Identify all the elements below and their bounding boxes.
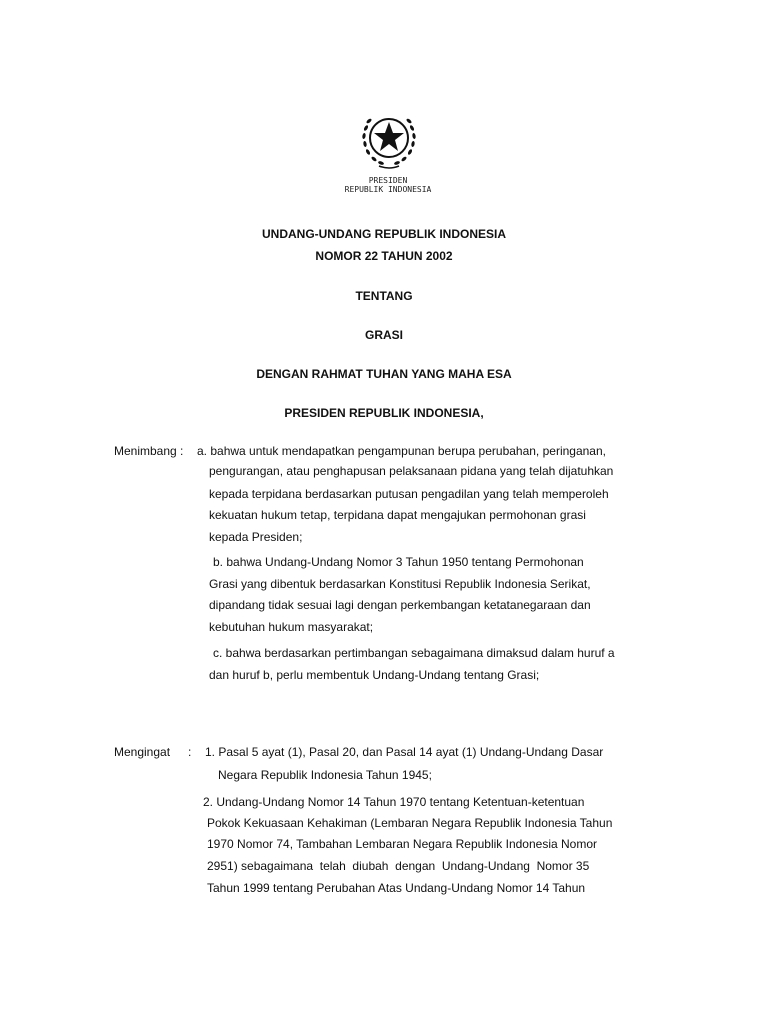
subject-heading: GRASI [364, 328, 403, 342]
mengingat-colon: : [188, 745, 192, 759]
mengingat-item2-line: Pokok Kekuasaan Kehakiman (Lembaran Negara Republik Indonesia Tahun [207, 816, 613, 830]
menimbang-b-line: dipandang tidak sesuai lagi dengan perkembangan ketatanegaraan dan [209, 598, 591, 612]
mengingat-item2-line: 1970 Nomor 74, Tambahan Lembaran Negara Republik Indonesia Nomor [207, 837, 598, 851]
mengingat-item1-line: Negara Republik Indonesia Tahun 1945; [218, 768, 432, 782]
law-number: NOMOR 22 TAHUN 2002 [315, 249, 453, 263]
menimbang-b-line: Grasi yang dibentuk berdasarkan Konstitusi Republik Indonesia Serikat, [209, 577, 591, 591]
menimbang-a-line: kepada Presiden; [209, 530, 303, 544]
blessing-heading: DENGAN RAHMAT TUHAN YANG MAHA ESA [256, 367, 512, 381]
mengingat-item1-line: 1. Pasal 5 ayat (1), Pasal 20, dan Pasal 14 ayat (1) Undang-Undang Dasar [205, 745, 604, 759]
mengingat-item2-line: 2951) sebagaimana telah diubah dengan Undang-Undang Nomor 35 [207, 859, 590, 873]
menimbang-label: Menimbang : [114, 444, 184, 458]
menimbang-a-line: pengurangan, atau penghapusan pelaksanaan pidana yang telah dijatuhkan [209, 464, 614, 478]
mengingat-item2-line: 2. Undang-Undang Nomor 14 Tahun 1970 tentang Ketentuan-ketentuan [203, 795, 585, 809]
menimbang-c-line: c. bahwa berdasarkan pertimbangan sebagaimana dimaksud dalam huruf a [213, 646, 615, 660]
about-heading: TENTANG [355, 289, 413, 303]
menimbang-b-line: b. bahwa Undang-Undang Nomor 3 Tahun 1950 tentang Permohonan [213, 555, 584, 569]
garuda-emblem-icon [357, 106, 421, 172]
law-title: UNDANG-UNDANG REPUBLIK INDONESIA [261, 227, 506, 241]
emblem-caption [326, 176, 450, 194]
menimbang-a-line: kekuatan hukum tetap, terpidana dapat mengajukan permohonan grasi [209, 508, 586, 522]
mengingat-item2-line: Tahun 1999 tentang Perubahan Atas Undang-Undang Nomor 14 Tahun [207, 881, 586, 895]
menimbang-a-line: a. bahwa untuk mendapatkan pengampunan berupa perubahan, peringanan, [197, 444, 606, 458]
menimbang-c-line: dan huruf b, perlu membentuk Undang-Undang tentang Grasi; [209, 668, 540, 682]
mengingat-label: Mengingat [114, 745, 171, 759]
emblem-caption-line1: PRESIDEN [368, 176, 408, 185]
menimbang-a-line: kepada terpidana berdasarkan putusan pengadilan yang telah memperoleh [209, 487, 609, 501]
menimbang-b-line: kebutuhan hukum masyarakat; [209, 620, 374, 634]
emblem-caption-line2: REPUBLIK INDONESIA [344, 185, 432, 194]
president-heading: PRESIDEN REPUBLIK INDONESIA, [284, 406, 484, 420]
